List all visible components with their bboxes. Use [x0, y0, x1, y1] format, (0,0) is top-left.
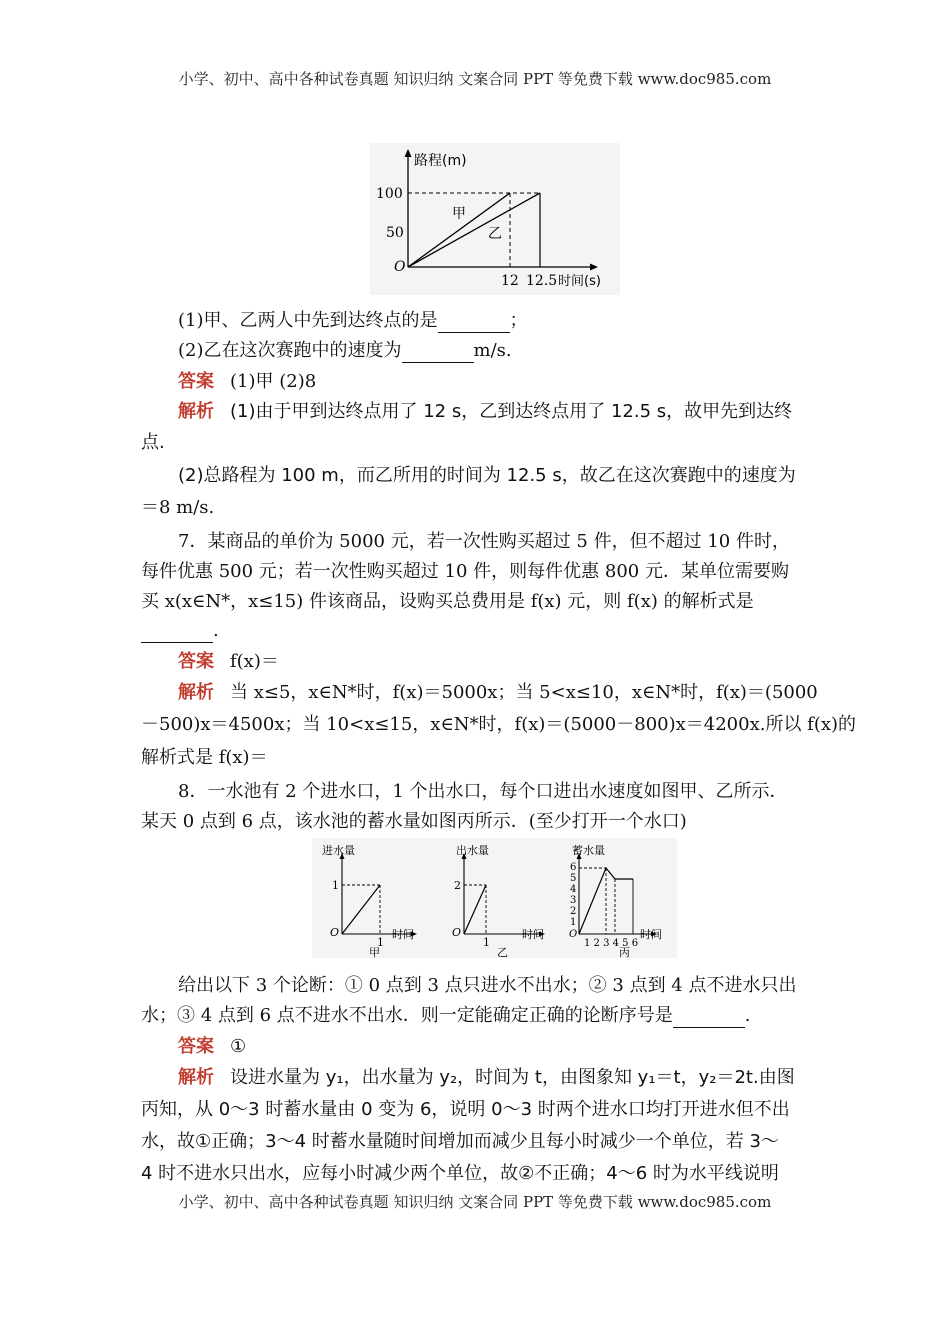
q6-analysis-2: 点.: [141, 432, 165, 453]
q7-analysis-3: 解析式是 f(x)＝: [141, 747, 268, 768]
graph-bing-xticks: 1 2 3 4 5 6: [584, 938, 639, 949]
graph-yi-ylabel: 出水量: [456, 844, 489, 857]
graph-bing-ytick-6: 6: [570, 862, 577, 873]
series-yi-label: 乙: [488, 226, 502, 242]
graph-jia-xtick: 1: [377, 936, 384, 949]
graph-bing-ytick-4: 4: [570, 884, 577, 895]
graph-bing-caption: 丙: [619, 946, 630, 958]
y-tick-100: 100: [376, 186, 403, 202]
graph-bing-ytick-3: 3: [570, 895, 577, 906]
x-axis-label: 时间(s): [558, 274, 601, 289]
graph-jia-ylabel: 进水量: [322, 844, 355, 857]
q6-analysis-3: (2)总路程为 100 m，而乙所用的时间为 12.5 s，故乙在这次赛跑中的速度为: [178, 465, 796, 486]
page-header: 小学、初中、高中各种试卷真题 知识归纳 文案合同 PPT 等免费下载 www.doc985.com: [178, 70, 772, 88]
q8-analysis-2: 丙知，从 0～3 时蓄水量由 0 变为 6，说明 0～3 时两个进水口均打开进水但不出: [141, 1099, 790, 1120]
q8-analysis-4: 4 时不进水只出水，应每小时减少两个单位，故②不正确；4～6 时为水平线说明: [141, 1163, 779, 1184]
graph-jia-xlabel: 时间: [392, 928, 414, 941]
q7-line-2: 每件优惠 500 元；若一次性购买超过 10 件，则每件优惠 800 元．某单位需要购: [141, 561, 789, 582]
q8-analysis-3: 水，故①正确；3～4 时蓄水量随时间增加而减少且每小时减少一个单位，若 3～: [141, 1131, 779, 1152]
graph-bing-origin: O: [569, 929, 578, 940]
x-tick-12: 12: [501, 273, 519, 289]
series-jia-label: 甲: [452, 206, 466, 222]
q8-judge-1: 给出以下 3 个论断：① 0 点到 3 点只进水不出水；② 3 点到 4 点不进水只出: [178, 975, 797, 996]
race-graph: [370, 143, 620, 295]
q6-analysis-4: ＝8 m/s.: [141, 497, 215, 518]
q8-analysis-1: 解析 设进水量为 y₁，出水量为 y₂，时间为 t，由图象知 y₁＝t，y₂＝2t.由图: [178, 1067, 795, 1088]
graph-yi-caption: 乙: [497, 946, 508, 958]
page-footer: 小学、初中、高中各种试卷真题 知识归纳 文案合同 PPT 等免费下载 www.doc985.com: [178, 1193, 772, 1211]
graph-jia-caption: 甲: [369, 946, 380, 958]
q7-answer: 答案 f(x)＝: [178, 651, 279, 672]
graph-bing-ytick-5: 5: [570, 873, 577, 884]
origin-label: O: [394, 259, 406, 275]
q6-part2: (2)乙在这次赛跑中的速度为 m/s.: [178, 340, 512, 361]
graph-yi-xlabel: 时间: [522, 928, 544, 941]
q8-answer: 答案 ①: [178, 1036, 247, 1057]
x-tick-12-5: 12.5: [526, 273, 558, 289]
q7-analysis-2: －500)x＝4500x；当 10<x≤15，x∈N*时，f(x)＝(5000－800)x＝4200x.所以 f(x)的: [141, 714, 857, 735]
q8-judge-2: 水；③ 4 点到 6 点不进水不出水．则一定能确定正确的论断序号是 .: [141, 1005, 751, 1026]
q6-analysis-1: 解析 (1)由于甲到达终点用了 12 s，乙到达终点用了 12.5 s，故甲先到达终: [178, 401, 793, 422]
graph-bing-xlabel: 时间: [640, 928, 662, 941]
y-axis-label: 路程(m): [414, 153, 467, 169]
y-tick-50: 50: [386, 225, 404, 241]
graph-yi-xtick: 1: [483, 936, 490, 949]
q7-line-4: .: [141, 619, 219, 643]
q6-answer: 答案 (1)甲 (2)8: [178, 371, 317, 392]
q7-line-3: 买 x(x∈N*，x≤15) 件该商品，设购买总费用是 f(x) 元，则 f(x) 的解析式是: [141, 591, 754, 612]
q7-line-1: 7．某商品的单价为 5000 元，若一次性购买超过 5 件，但不超过 10 件时，: [178, 531, 790, 552]
graph-bing-ytick-2: 2: [570, 906, 577, 917]
graph-yi-origin: O: [452, 926, 462, 939]
graph-jia-origin: O: [330, 926, 340, 939]
graph-bing-ylabel: 蓄水量: [572, 844, 605, 857]
q8-line-1: 8．一水池有 2 个进水口，1 个出水口，每个口进出水速度如图甲、乙所示．: [178, 781, 788, 802]
graph-bing-ytick-1: 1: [570, 917, 577, 928]
q6-part1: (1)甲、乙两人中先到达终点的是 ；: [178, 310, 528, 331]
graph-yi-ytick: 2: [454, 879, 461, 892]
water-graphs: [312, 838, 677, 958]
q8-line-2: 某天 0 点到 6 点，该水池的蓄水量如图丙所示．(至少打开一个水口): [141, 811, 687, 832]
graph-jia-ytick: 1: [332, 879, 339, 892]
q7-analysis-1: 解析 当 x≤5，x∈N*时，f(x)＝5000x；当 5<x≤10，x∈N*时，f(x)＝(5000: [178, 682, 818, 703]
